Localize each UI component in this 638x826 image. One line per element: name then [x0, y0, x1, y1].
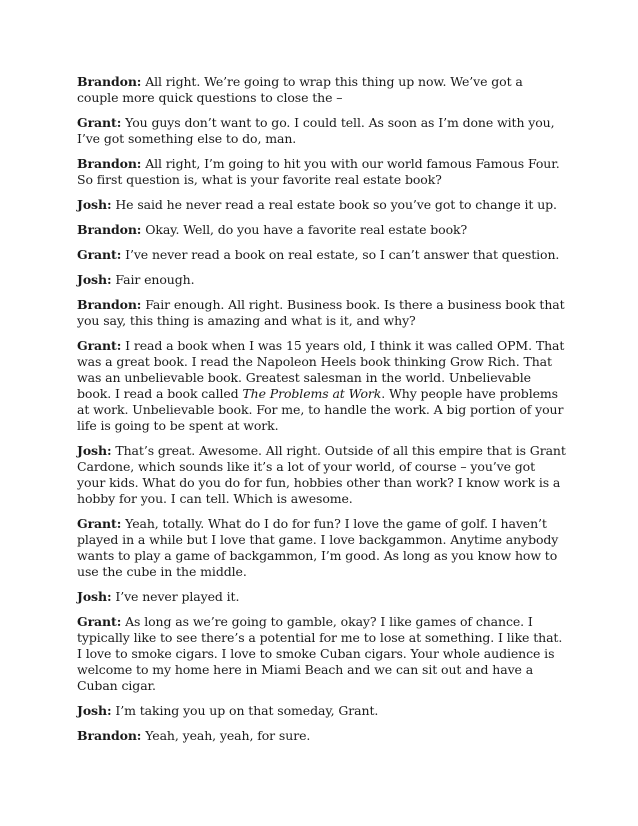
transcript-paragraph — [77, 297, 567, 329]
transcript-paragraph — [77, 703, 567, 719]
transcript-page — [77, 74, 567, 753]
dialogue-text: As long as we’re going to gamble, okay? I like games of chance. I typically like to see there’s a potential for me to lose at something. I like that. I love to smoke cigars. I love to smoke Cuban cigars. Your whole audience is welcome to my home here in Miami Beach and we can sit out and have a Cuban cigar. — [77, 614, 563, 693]
transcript-paragraph — [77, 156, 567, 188]
speaker-name: Grant: — [77, 516, 122, 531]
speaker-name: Josh: — [77, 703, 112, 718]
dialogue-text: I’m taking you up on that someday, Grant. — [111, 703, 379, 718]
speaker-name: Josh: — [77, 443, 112, 458]
speaker-name: Brandon: — [77, 156, 142, 171]
transcript-paragraph — [77, 247, 567, 263]
dialogue-text: All right, I’m going to hit you with our world famous Famous Four. So first question is, what is your favorite real estate book? — [77, 156, 560, 187]
transcript-paragraph — [77, 516, 567, 580]
dialogue-text: I’ve never played it. — [111, 589, 240, 604]
transcript-paragraph — [77, 614, 567, 694]
dialogue-text: I’ve never read a book on real estate, so I can’t answer that question. — [121, 247, 560, 262]
speaker-name: Josh: — [77, 272, 112, 287]
dialogue-text: You guys don’t want to go. I could tell. As soon as I’m done with you, I’ve got something else to do, man. — [77, 115, 555, 146]
transcript-paragraph — [77, 197, 567, 213]
dialogue-text: Yeah, totally. What do I do for fun? I love the game of golf. I haven’t played in a while but I love that game. I love backgammon. Anytime anybody wants to play a game of backgammon, I’m good. As long as you know how to use the cube in the middle. — [77, 516, 559, 579]
dialogue-text: Fair enough. — [111, 272, 195, 287]
book-title: The Problems at Work — [242, 386, 382, 401]
transcript-paragraph — [77, 589, 567, 605]
transcript-paragraph — [77, 443, 567, 507]
transcript-paragraph — [77, 115, 567, 147]
dialogue-text: Fair enough. All right. Business book. Is there a business book that you say, this thing is amazing and what is it, and why? — [77, 297, 565, 328]
speaker-name: Brandon: — [77, 728, 142, 743]
speaker-name: Josh: — [77, 197, 112, 212]
transcript-paragraph — [77, 222, 567, 238]
dialogue-text: He said he never read a real estate book so you’ve got to change it up. — [111, 197, 557, 212]
speaker-name: Grant: — [77, 338, 122, 353]
dialogue-text: All right. We’re going to wrap this thing up now. We’ve got a couple more quick questions to close the – — [77, 74, 523, 105]
dialogue-text: That’s great. Awesome. All right. Outside of all this empire that is Grant Cardone, which sounds like it’s a lot of your world, of course – you’ve got your kids. What do you do for fun, hobbies other than work? I know work is a hobby for you. I can tell. Which is awesome. — [77, 443, 566, 506]
transcript-paragraph — [77, 74, 567, 106]
transcript-paragraph — [77, 272, 567, 288]
dialogue-text-continued: . Why people have problems at work. Unbelievable book. For me, to handle the work. A big portion of your life is going to be spent at work. — [77, 386, 564, 433]
speaker-name: Grant: — [77, 115, 122, 130]
speaker-name: Brandon: — [77, 222, 142, 237]
dialogue-text: Okay. Well, do you have a favorite real estate book? — [141, 222, 468, 237]
transcript-paragraph — [77, 728, 567, 744]
dialogue-text: Yeah, yeah, yeah, for sure. — [141, 728, 311, 743]
transcript-paragraph — [77, 338, 567, 434]
speaker-name: Brandon: — [77, 297, 142, 312]
dialogue-text: I read a book when I was 15 years old, I think it was called OPM. That was a great book. I read the Napoleon Heels book thinking Grow Rich. That was an unbelievable book. Greatest salesman in the world. Unbelievable book. I read a book called — [77, 338, 565, 401]
speaker-name: Josh: — [77, 589, 112, 604]
speaker-name: Brandon: — [77, 74, 142, 89]
speaker-name: Grant: — [77, 247, 122, 262]
speaker-name: Grant: — [77, 614, 122, 629]
